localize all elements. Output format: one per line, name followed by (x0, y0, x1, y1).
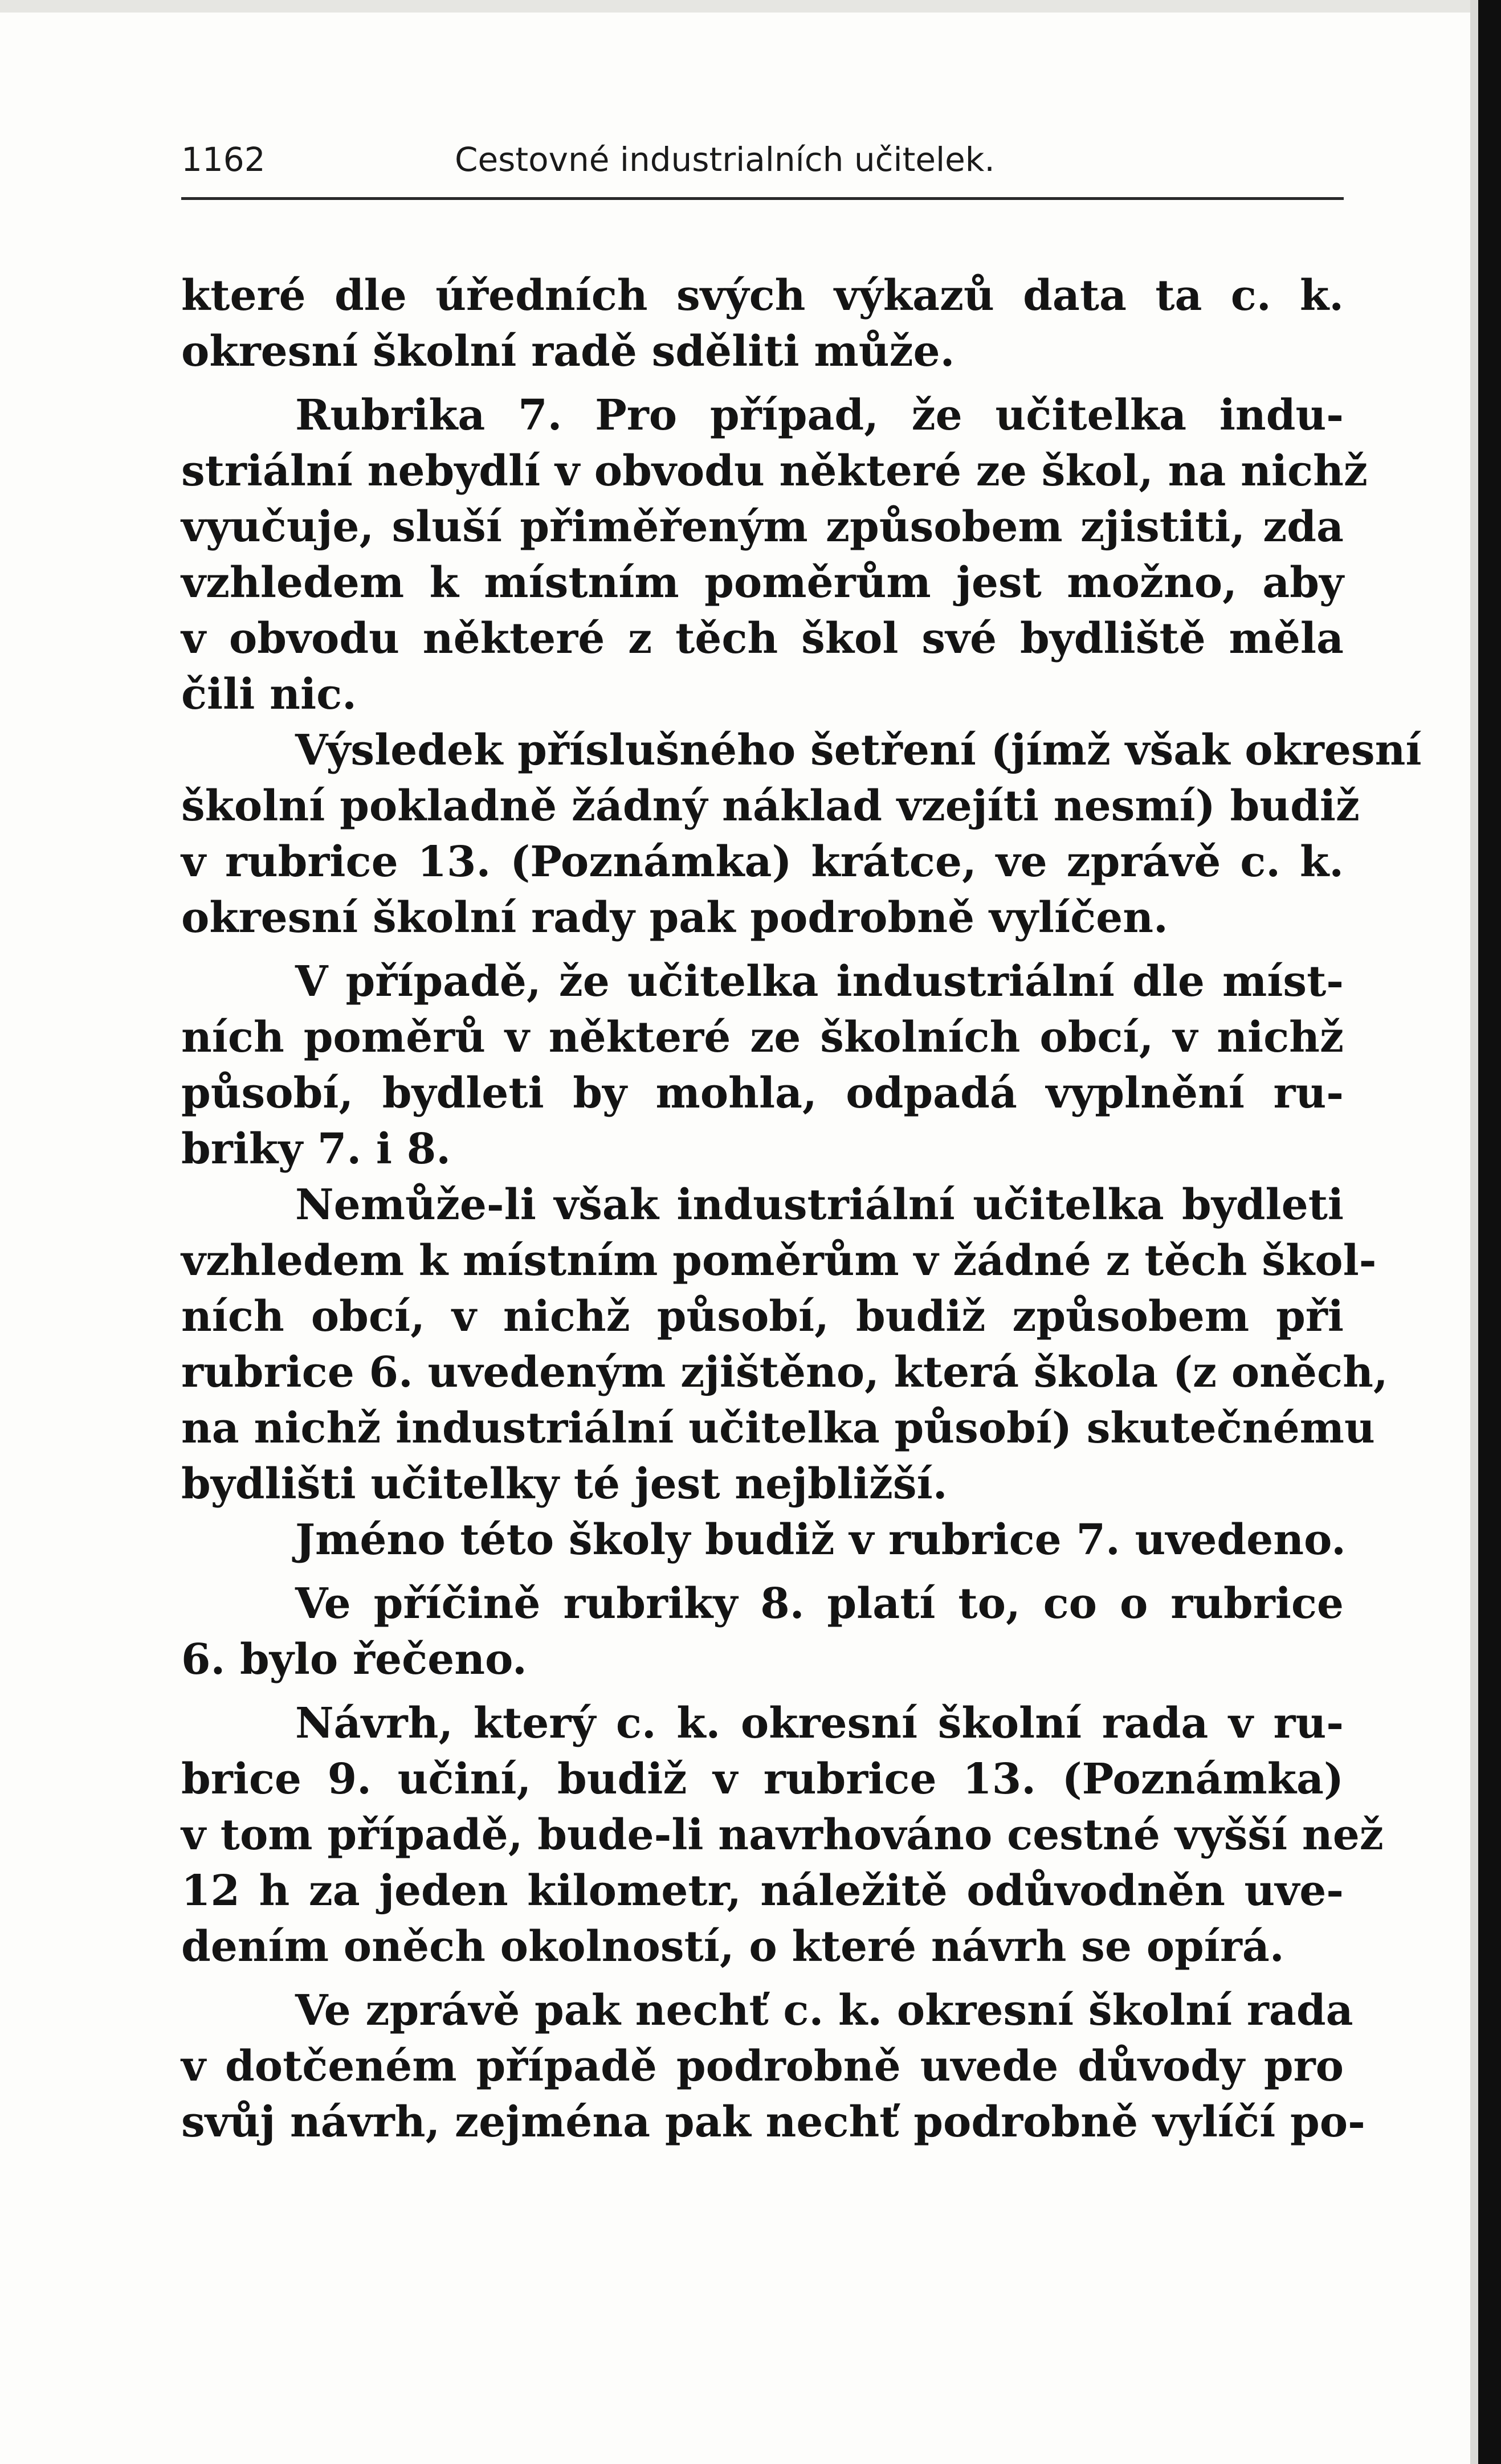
text-line: okresní školní rady pak podrobně vylíčen. (181, 893, 1168, 942)
text-line: dením oněch okolností, o které návrh se opírá. (181, 1922, 1284, 1971)
text-line: vzhledem k místním poměrům jest možno, aby (181, 558, 1344, 607)
text-line: v obvodu některé z těch škol své bydliště měla (181, 614, 1344, 663)
text-line: 12 h za jeden kilometr, náležitě odůvodněn uve- (181, 1866, 1344, 1915)
text-line: 6. bylo řečeno. (181, 1635, 527, 1684)
header-rule (181, 197, 1344, 200)
text-line: Jméno této školy budiž v rubrice 7. uvedeno. (295, 1515, 1346, 1564)
text-line: Návrh, který c. k. okresní školní rada v ru- (295, 1699, 1344, 1748)
text-line: ních poměrů v některé ze školních obcí, v nichž (181, 1013, 1344, 1062)
book-page (181, 137, 1422, 2147)
scan-top-edge (0, 0, 1501, 13)
text-line: V případě, že učitelka industriální dle míst- (295, 957, 1344, 1006)
text-line: v tom případě, bude-li navrhováno cestné vyšší než (181, 1811, 1384, 1860)
text-line: svůj návrh, zejména pak nechť podrobně vylíčí po- (181, 2098, 1365, 2147)
running-title: Cestovné industrialních učitelek. (455, 140, 995, 179)
page-number: 1162 (181, 140, 266, 179)
scan-right-edge (1478, 0, 1501, 2464)
text-line: Výsledek příslušného šetření (jímž však okresní (295, 726, 1422, 775)
text-line: Rubrika 7. Pro případ, že učitelka indu- (295, 391, 1344, 440)
body-text (181, 268, 1422, 2150)
text-line: brice 9. učiní, budiž v rubrice 13. (Poznámka) (181, 1755, 1344, 1804)
text-line: Nemůže-li však industriální učitelka bydleti (295, 1180, 1344, 1229)
text-line: bydlišti učitelky té jest nejbližší. (181, 1460, 948, 1509)
text-line: vyučuje, sluší přiměřeným způsobem zjistiti, zda (181, 502, 1344, 551)
text-line: briky 7. i 8. (181, 1125, 451, 1174)
text-line: vzhledem k místním poměrům v žádné z těch škol- (181, 1236, 1377, 1285)
text-line: rubrice 6. uvedeným zjištěno, která škola (z oněch, (181, 1348, 1388, 1397)
text-line: Ve příčině rubriky 8. platí to, co o rubrice (295, 1579, 1344, 1628)
scan-right-shadow (1470, 0, 1478, 2464)
text-line: čili nic. (181, 670, 357, 719)
text-line: v rubrice 13. (Poznámka) krátce, ve zprávě c. k. (181, 837, 1344, 886)
text-line: okresní školní radě sděliti může. (181, 327, 955, 376)
text-line: školní pokladně žádný náklad vzejíti nesmí) budiž (181, 782, 1360, 831)
text-line: na nichž industriální učitelka působí) skutečnému (181, 1404, 1375, 1453)
text-line: působí, bydleti by mohla, odpadá vyplnění ru- (181, 1069, 1344, 1118)
text-line: v dotčeném případě podrobně uvede důvody pro (181, 2042, 1344, 2091)
text-line: ních obcí, v nichž působí, budiž způsobem při (181, 1292, 1344, 1341)
text-line: striální nebydlí v obvodu některé ze škol, na nichž (181, 447, 1368, 496)
page-header (181, 137, 1344, 182)
text-line: Ve zprávě pak nechť c. k. okresní školní rada (295, 1986, 1353, 2035)
text-line: které dle úředních svých výkazů data ta c. k. (181, 271, 1344, 320)
